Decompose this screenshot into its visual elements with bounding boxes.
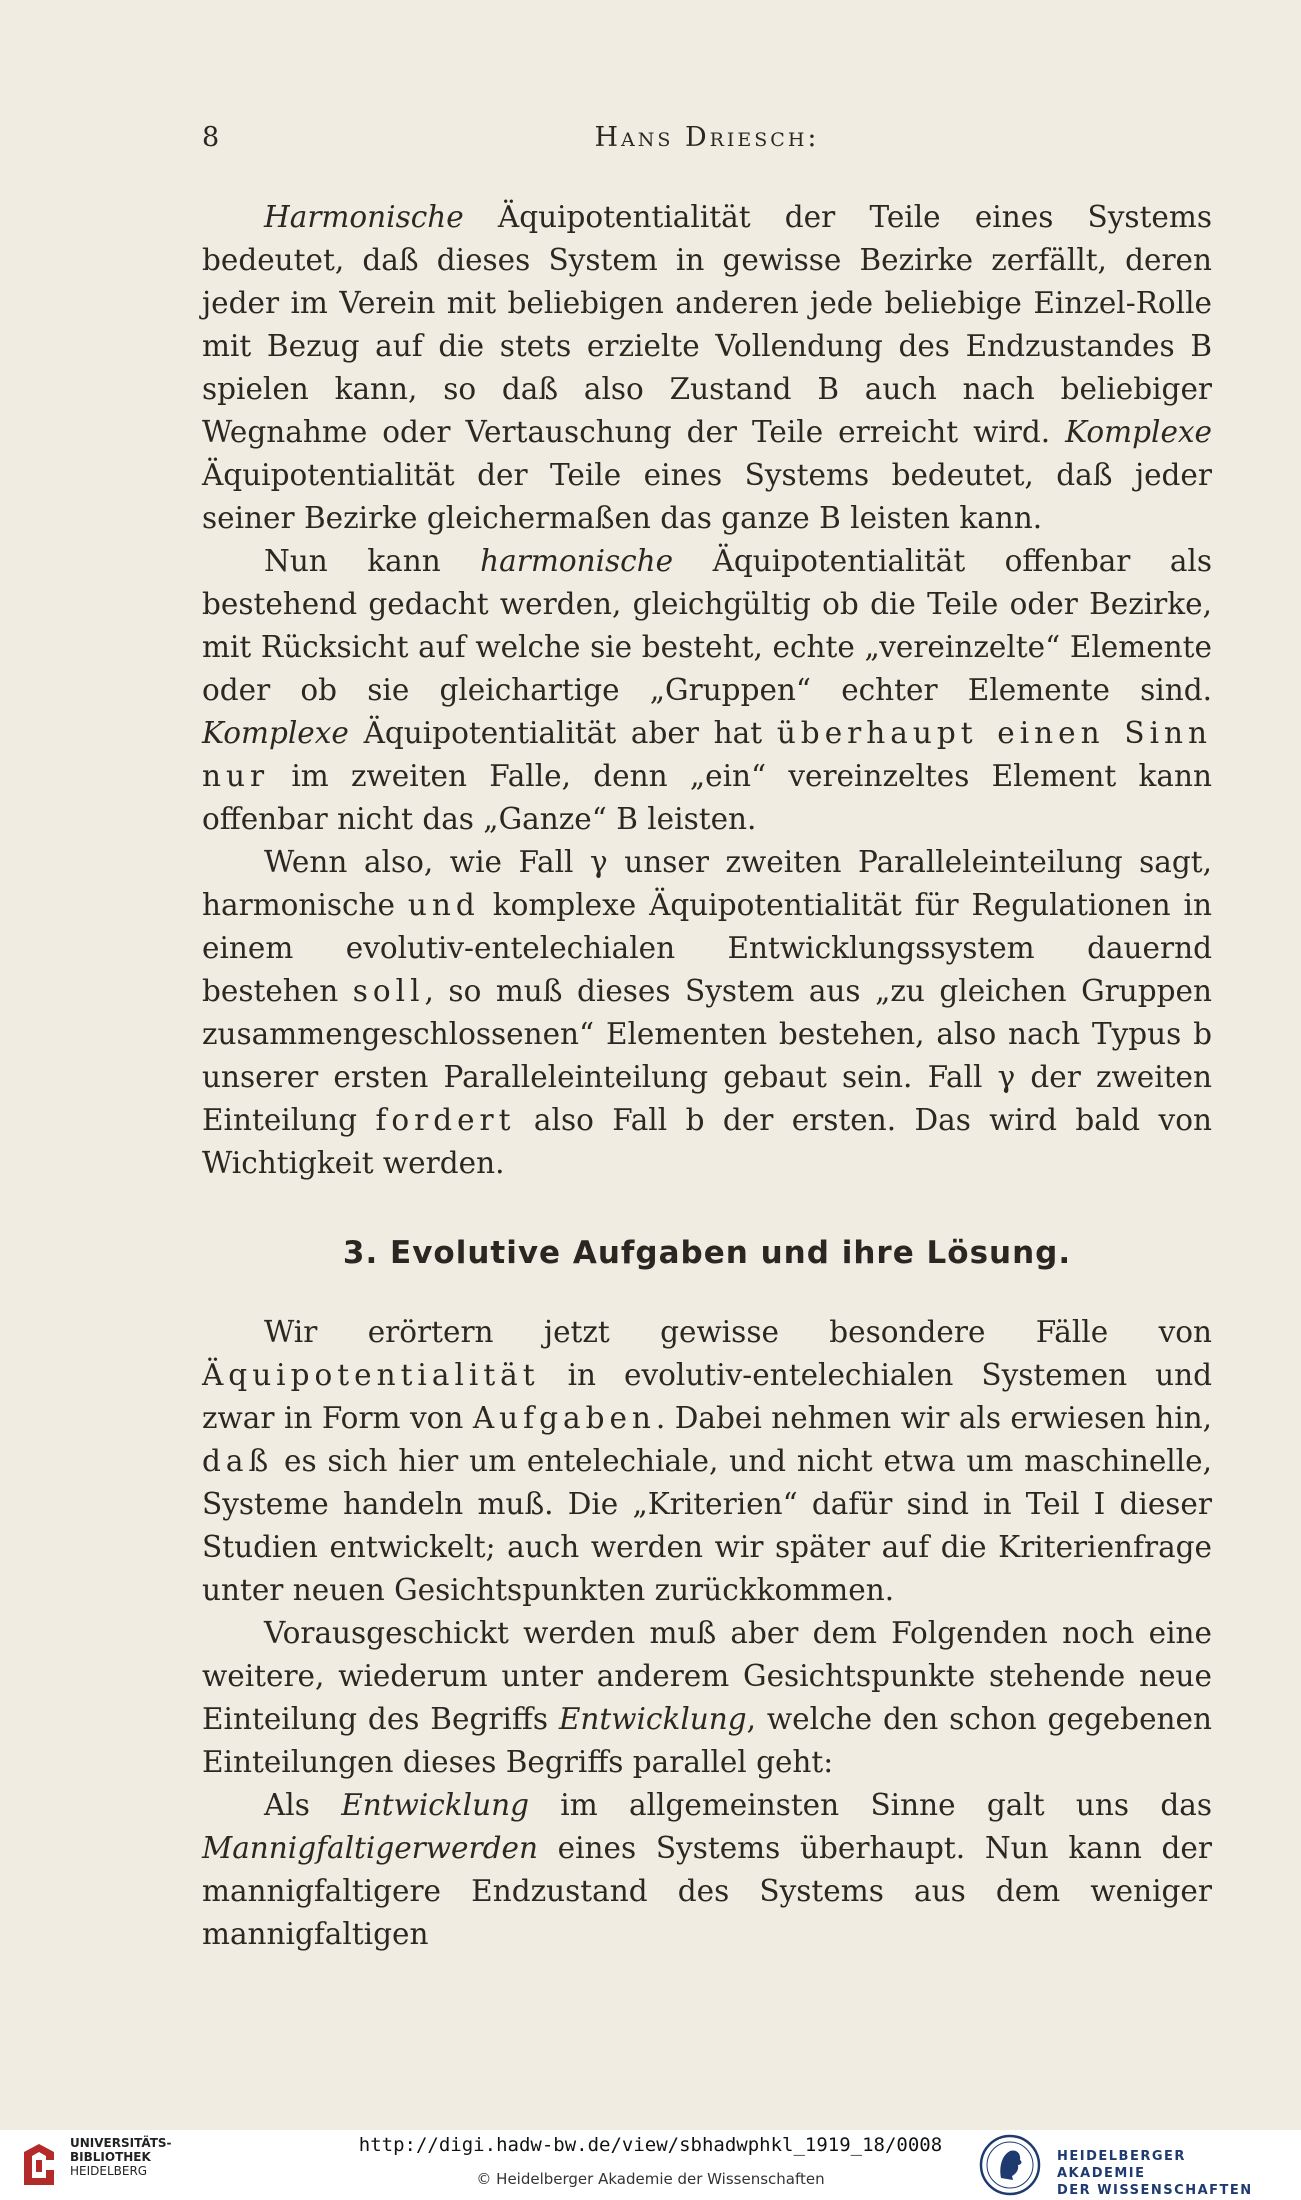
text-run: Wenn also, wie Fall γ unser zweiten Paralleleinteilung sagt, harmonische [202, 845, 1212, 922]
digitization-footer [0, 2130, 1301, 2200]
text-run: Äquipotentialität offenbar als bestehend gedacht werden, gleichgültig ob die Teile oder Bezirke, mit Rücksicht auf welche sie besteht, echte „vereinzelte“ Elemente oder ob sie gleichartige „Gruppen“ echter Elemente sind. [202, 544, 1212, 707]
ub-line-3: HEIDELBERG [70, 2164, 148, 2178]
text-run: Vorausgeschickt werden muß aber dem Folgenden noch eine weitere, wiederum unter anderem Gesichtspunkte stehende neue Einteilung des Begriffs [202, 1616, 1212, 1736]
text-run: , welche den schon gegebenen Einteilungen dieses Begriffs parallel geht: [202, 1702, 1212, 1779]
academy-logo[interactable] [979, 2134, 1279, 2196]
body-text [202, 196, 1212, 1956]
permalink-url[interactable]: http://digi.hadw-bw.de/view/sbhadwphkl_1919_18/0008 [358, 2134, 943, 2156]
italic-emphasis: Mannigfaltigerwerden [202, 1831, 538, 1865]
text-run: Äquipotentialität der Teile eines Systems bedeutet, daß dieses System in gewisse Bezirke zerfällt, deren jeder im Verein mit beliebigen anderen jede beliebige Einzel-Rolle mit Bezug auf die stets erzielte Vollendung des Endzustandes B spielen kann, so daß also Zustand B auch nach beliebiger Wegnahme oder Vertauschung der Teile erreicht wird. [202, 200, 1212, 449]
text-run: es sich hier um entelechiale, und nicht etwa um maschinelle, Systeme handeln muß. Die „Kriterien“ dafür sind in Teil I dieser Studien entwickelt; auch werden wir später auf die Kriterienfrage unter neuen Gesichtspunkten zurückkommen. [202, 1444, 1212, 1607]
paragraph-1 [202, 196, 1212, 540]
text-run: in evolutiv-entelechialen Systemen und zwar in Form von [202, 1358, 1212, 1435]
ub-line-1: UNIVERSITÄTS- [70, 2136, 172, 2150]
copyright-notice: © Heidelberger Akademie der Wissenschaften [476, 2170, 825, 2188]
paragraph-6 [202, 1784, 1212, 1956]
italic-emphasis: Harmonische [264, 200, 464, 234]
section-heading: 3. Evolutive Aufgaben und ihre Lösung. [342, 1235, 1072, 1271]
text-run: im allgemeinsten Sinne galt uns das [529, 1788, 1212, 1822]
italic-emphasis: Entwicklung [341, 1788, 529, 1822]
text-run: eines Systems überhaupt. Nun kann der mannigfaltigere Endzustand des Systems aus dem weniger mannigfaltigen [202, 1831, 1212, 1951]
paragraph-5 [202, 1612, 1212, 1784]
spaced-emphasis: überhaupt einen Sinn nur [202, 716, 1212, 793]
spaced-emphasis: Äquipotentialität [202, 1358, 540, 1392]
paragraph-4 [202, 1311, 1212, 1612]
page-header [202, 122, 1212, 162]
italic-emphasis: Entwicklung [558, 1702, 747, 1736]
italic-emphasis: Komplexe [1065, 415, 1212, 449]
paragraph-3 [202, 841, 1212, 1185]
running-title: Hans Driesch: [594, 122, 820, 153]
spaced-emphasis: und [407, 888, 480, 922]
text-run: Wir erörtern jetzt gewisse besondere Fälle von [264, 1315, 1212, 1349]
academy-logo-text [1057, 2148, 1279, 2199]
text-run: Als [264, 1788, 342, 1822]
academy-line-2: DER WISSENSCHAFTEN [1057, 2183, 1253, 2198]
text-run: im zweiten Falle, denn „ein“ vereinzeltes Element kann offenbar nicht das „Ganze“ B leisten. [202, 759, 1212, 836]
academy-line-1: HEIDELBERGER AKADEMIE [1057, 2149, 1186, 2181]
academy-seal-icon [979, 2134, 1041, 2196]
text-run: Äquipotentialität aber hat [348, 716, 777, 750]
text-run: also Fall b der ersten. Das wird bald von Wichtigkeit werden. [202, 1103, 1212, 1180]
text-run: , so muß dieses System aus „zu gleichen Gruppen zusammengeschlossenen“ Elementen bestehen, also nach Typus b unserer ersten Paralleleinteilung gebaut sein. Fall γ der zweiten Einteilung [202, 974, 1212, 1137]
text-run: Äquipotentialität der Teile eines Systems bedeutet, daß jeder seiner Bezirke gleichermaßen das ganze B leisten kann. [202, 458, 1212, 535]
spaced-emphasis: soll [352, 974, 425, 1008]
spaced-emphasis: daß [202, 1444, 274, 1478]
italic-emphasis: harmonische [480, 544, 674, 578]
spaced-emphasis: fordert [375, 1103, 516, 1137]
ub-line-2: BIBLIOTHEK [70, 2150, 151, 2164]
text-run: . Dabei nehmen wir als erwiesen hin, [655, 1401, 1213, 1435]
page-number: 8 [202, 122, 220, 153]
spaced-emphasis: Aufgaben [472, 1401, 656, 1435]
italic-emphasis: Komplexe [202, 716, 349, 750]
paragraph-2 [202, 540, 1212, 841]
text-run: komplexe Äquipotentialität für Regulationen in einem evolutiv-entelechialen Entwicklungssystem dauernd bestehen [202, 888, 1212, 1008]
text-run: Nun kann [264, 544, 481, 578]
